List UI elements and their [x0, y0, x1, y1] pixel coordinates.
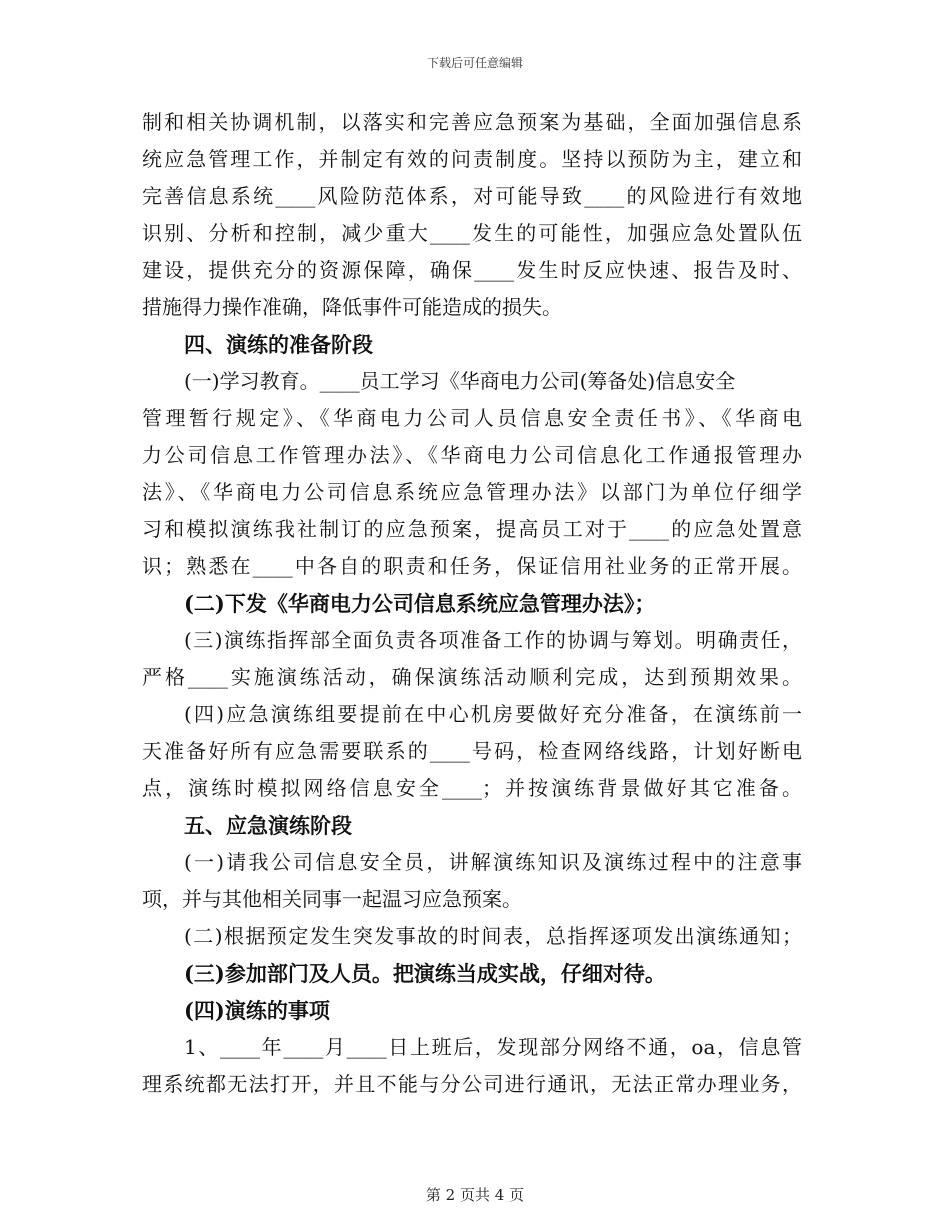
page-footer: 第 2 页共 4 页: [425, 1186, 525, 1204]
paragraph-line: (一)请我公司信息安全员，讲解演练知识及演练过程中的注意事: [184, 850, 802, 874]
section-heading: (四)演练的事项: [184, 998, 330, 1023]
paragraph-line: (四)应急演练组要提前在中心机房要做好充分准备，在演练前一: [184, 702, 802, 726]
paragraph-line: 严格____实施演练活动，确保演练活动顺利完成，达到预期效果。: [142, 665, 802, 689]
paragraph-line: 习和模拟演练我社制订的应急预案，提高员工对于____的应急处置意: [142, 517, 802, 541]
paragraph-line: 措施得力操作准确，降低事件可能造成的损失。: [142, 295, 562, 319]
paragraph-line: 统应急管理工作，并制定有效的问责制度。坚持以预防为主，建立和: [142, 147, 802, 171]
paragraph-line: 识；熟悉在____中各自的职责和任务，保证信用社业务的正常开展。: [142, 554, 802, 578]
paragraph-line: 法》、《华商电力公司信息系统应急管理办法》以部门为单位仔细学: [142, 480, 802, 504]
paragraph-line: (一)学习教育。____员工学习《华商电力公司(筹备处)信息安全: [184, 369, 736, 393]
section-heading: 五、应急演练阶段: [184, 813, 352, 838]
section-heading: 四、演练的准备阶段: [184, 332, 373, 357]
paragraph-line: 项，并与其他相关同事一起温习应急预案。: [142, 887, 522, 911]
paragraph-line: 天准备好所有应急需要联系的____号码，检查网络线路，计划好断电: [142, 739, 802, 763]
paragraph-line: (三)演练指挥部全面负责各项准备工作的协调与筹划。明确责任，: [184, 628, 802, 652]
paragraph-line: 点，演练时模拟网络信息安全____；并按演练背景做好其它准备。: [142, 776, 802, 800]
paragraph-line: 管理暂行规定》、《华商电力公司人员信息安全责任书》、《华商电: [142, 406, 802, 430]
paragraph-line: 建设，提供充分的资源保障，确保____发生时反应快速、报告及时、: [142, 258, 802, 282]
section-heading: (二)下发《华商电力公司信息系统应急管理办法》；: [184, 591, 656, 616]
paragraph-line: 完善信息系统____风险防范体系，对可能导致____的风险进行有效地: [142, 184, 802, 208]
paragraph-line: 力公司信息工作管理办法》、《华商电力公司信息化工作通报管理办: [142, 443, 802, 467]
section-heading: (三)参加部门及人员。把演练当成实战，仔细对待。: [184, 961, 666, 986]
paragraph-line: 识别、分析和控制，减少重大____发生的可能性，加强应急处置队伍: [142, 221, 802, 245]
page-header: 下载后可任意编辑: [426, 56, 523, 70]
paragraph-line: 制和相关协调机制，以落实和完善应急预案为基础，全面加强信息系: [142, 110, 802, 134]
paragraph-line: 理系统都无法打开，并且不能与分公司进行通讯，无法正常办理业务，: [142, 1072, 802, 1096]
document-body: [142, 104, 802, 1103]
paragraph-line: (二)根据预定发生突发事故的时间表，总指挥逐项发出演练通知；: [184, 924, 802, 948]
paragraph-line: 1、____年____月____日上班后，发现部分网络不通，oa，信息管: [184, 1035, 802, 1059]
